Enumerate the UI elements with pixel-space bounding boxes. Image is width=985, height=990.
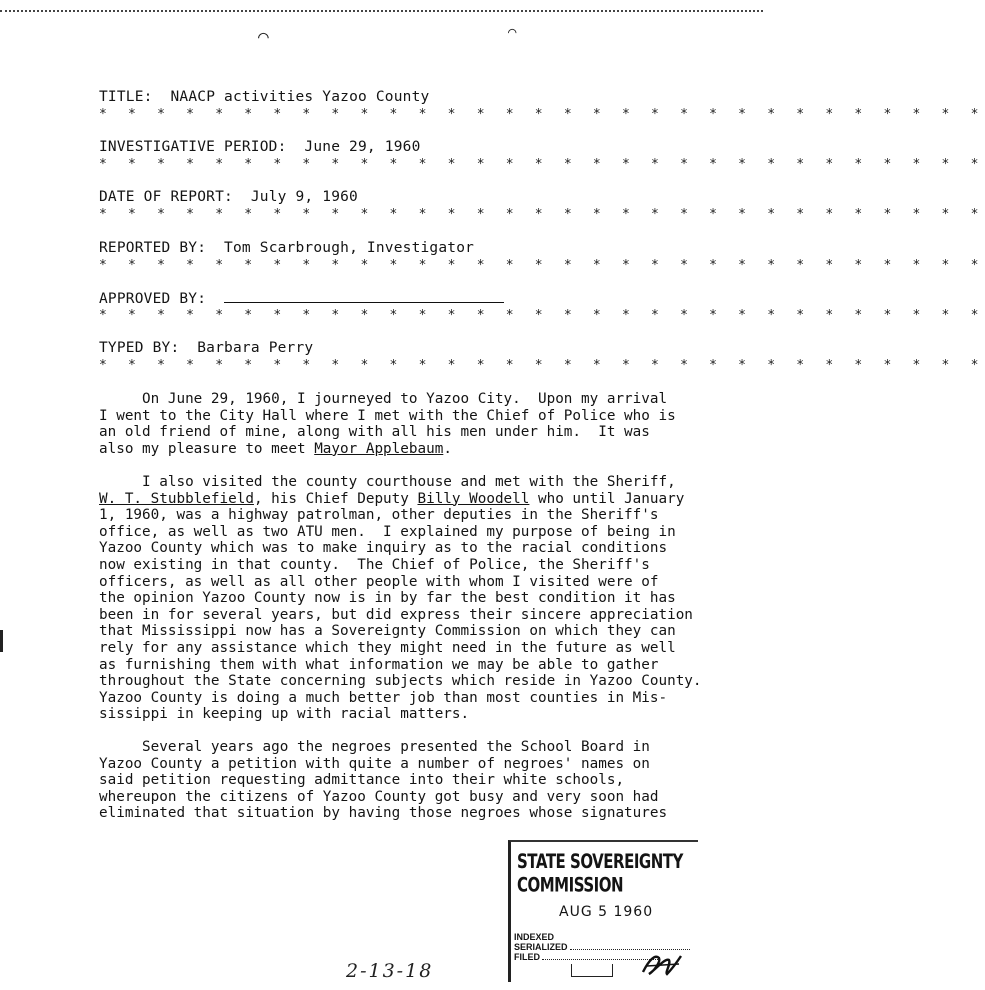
scan-mark-left: ⌒ <box>258 26 269 47</box>
stamp-filed-row: FILED <box>514 952 660 962</box>
deputy-name: Billy Woodell <box>417 490 530 507</box>
stamp-title: STATE SOVEREIGNTY COMMISSION <box>517 850 683 897</box>
sheriff-name: W. T. Stubblefield <box>99 490 254 507</box>
text-line: that Mississippi now has a Sovereignty Commission on which they can <box>99 623 676 640</box>
text-line: now existing in that county. The Chief of Police, the Sheriff's <box>99 556 650 573</box>
approved-label: APPROVED BY: <box>99 291 207 307</box>
scan-top-border <box>0 0 763 12</box>
reported-value: Tom Scarbrough, Investigator <box>224 240 475 256</box>
text-line: said petition requesting admittance into their white schools, <box>99 772 625 789</box>
signature-line <box>224 290 504 303</box>
text-line: rely for any assistance which they might need in the future as well <box>99 639 676 656</box>
paragraph-1 <box>99 391 739 457</box>
date-of-report-field <box>99 189 358 205</box>
paragraph-3 <box>99 739 739 822</box>
period-label: INVESTIGATIVE PERIOD: <box>99 139 287 155</box>
stamp-box <box>571 964 613 977</box>
text-line: been in for several years, but did express their sincere appreciation <box>99 606 693 623</box>
paragraph-2 <box>99 474 739 723</box>
date-label: DATE OF REPORT: <box>99 189 233 205</box>
text-line: sissippi in keeping up with racial matters. <box>99 706 470 723</box>
approved-by-field <box>99 290 504 307</box>
star-divider-2: * * * * * * * * * * * * * * * * * * * * * * * * * * * * * * * <box>99 157 985 172</box>
investigative-period-field <box>99 139 421 155</box>
star-divider-3: * * * * * * * * * * * * * * * * * * * * * * * * * * * * * * * <box>99 207 985 222</box>
text-line: as furnishing them with what information we may be able to gather <box>99 656 659 673</box>
reported-label: REPORTED BY: <box>99 240 207 256</box>
mayor-name: Mayor Applebaum <box>314 440 444 457</box>
text-line: I went to the City Hall where I met with the Chief of Police who is <box>99 407 676 424</box>
text-line: the opinion Yazoo County now is in by far the best condition it has <box>99 590 676 607</box>
date-value: July 9, 1960 <box>250 189 358 205</box>
text-line: Yazoo County which was to make inquiry as to the racial conditions <box>99 540 668 557</box>
text-line: eliminated that situation by having those negroes whose signatures <box>99 805 668 822</box>
text-line: throughout the State concerning subjects which reside in Yazoo County. <box>99 673 702 690</box>
received-stamp <box>508 840 698 982</box>
typed-value: Barbara Perry <box>197 340 314 356</box>
margin-mark <box>0 630 3 652</box>
star-divider-4: * * * * * * * * * * * * * * * * * * * * * * * * * * * * * * * <box>99 258 985 273</box>
star-divider-5: * * * * * * * * * * * * * * * * * * * * * * * * * * * * * * * <box>99 308 985 323</box>
star-divider-1: * * * * * * * * * * * * * * * * * * * * * * * * * * * * * * * <box>99 107 985 122</box>
title-value: NAACP activities Yazoo County <box>170 89 430 105</box>
text-line: W. T. Stubblefield, his Chief Deputy Billy Woodell who until January <box>99 490 685 507</box>
text-line: Yazoo County is doing a much better job than most counties in Mis- <box>99 689 668 706</box>
stamp-serialized-row: SERIALIZED <box>514 942 690 952</box>
typed-by-field <box>99 340 313 356</box>
text-line: 1, 1960, was a highway patrolman, other deputies in the Sheriff's <box>99 507 659 524</box>
text-line: Several years ago the negroes presented the School Board in <box>99 739 650 755</box>
text-line: On June 29, 1960, I journeyed to Yazoo City. Upon my arrival <box>99 391 668 407</box>
text-line: officers, as well as all other people with whom I visited were of <box>99 573 659 590</box>
text-line: I also visited the county courthouse and met with the Sheriff, <box>99 474 676 490</box>
period-value: June 29, 1960 <box>304 139 421 155</box>
text-line: office, as well as two ATU men. I explained my purpose of being in <box>99 523 676 540</box>
handwritten-initials <box>639 950 685 978</box>
star-divider-6: * * * * * * * * * * * * * * * * * * * * * * * * * * * * * * * <box>99 358 985 373</box>
text-line: whereupon the citizens of Yazoo County got busy and very soon had <box>99 788 659 805</box>
text-line: Yazoo County a petition with quite a number of negroes' names on <box>99 755 650 772</box>
typed-label: TYPED BY: <box>99 340 180 356</box>
stamp-indexed-row: INDEXED <box>514 932 555 942</box>
text-line: also my pleasure to meet Mayor Applebaum. <box>99 440 452 457</box>
title-field <box>99 89 429 105</box>
stamp-date: AUG 5 1960 <box>559 904 654 920</box>
text-line: an old friend of mine, along with all his men under him. It was <box>99 424 650 441</box>
scan-mark-right: ⌒ <box>508 24 517 40</box>
handwritten-file-number: 2-13-18 <box>346 960 434 982</box>
reported-by-field <box>99 240 474 256</box>
title-label: TITLE: <box>99 89 153 105</box>
